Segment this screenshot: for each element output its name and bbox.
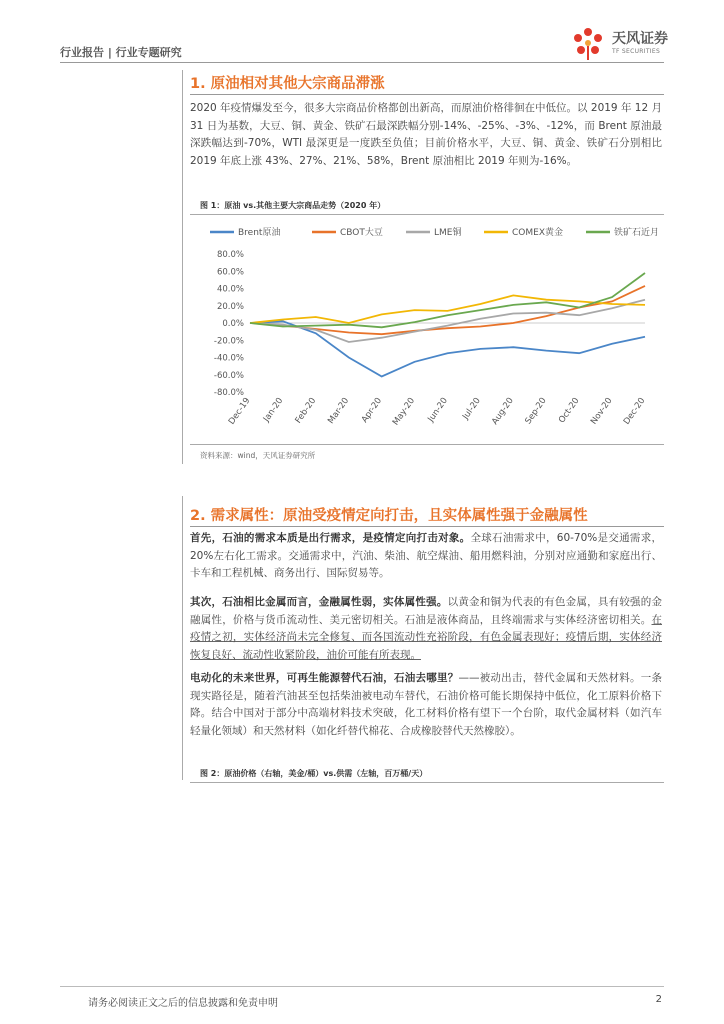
p2-underlined: 在疫情之初，实体经济尚未完全修复、而各国流动性充裕阶段，有色金属表现好；疫情后期，实体经济恢复良好、流动性收紧阶段，油价可能有所表现。 bbox=[190, 613, 662, 661]
p3-lead: 电动化的未来世界，可再生能源替代石油，石油去哪里？ bbox=[190, 672, 459, 684]
x-tick-label: Jul-20 bbox=[460, 395, 483, 422]
footer-disclaimer: 请务必阅读正文之后的信息披露和免责申明 bbox=[88, 998, 278, 1009]
x-tick-label: Feb-20 bbox=[293, 395, 319, 426]
x-tick-label: Dec-20 bbox=[621, 395, 648, 427]
legend-label: COMEX黄金 bbox=[512, 228, 563, 238]
x-tick-label: Nov-20 bbox=[588, 395, 615, 427]
x-tick-label: Jun-20 bbox=[426, 395, 450, 424]
section2-paragraph-1 bbox=[190, 530, 662, 583]
y-tick-label: 40.0% bbox=[216, 284, 244, 295]
x-tick-label: Mar-20 bbox=[326, 395, 352, 426]
p2-body: 以黄金和铜为代表的有色金属，具有较强的金融属性，价格与货币流动性、美元密切相关。石油是液体商品，且终端需求与实体经济密切相关。 bbox=[190, 596, 663, 626]
legend-label: Brent原油 bbox=[238, 228, 281, 238]
y-tick-label: 0.0% bbox=[222, 319, 244, 329]
figure1-caption: 图 1：原油 vs.其他主要大宗商品走势（2020 年） bbox=[200, 201, 386, 210]
x-tick-label: Aug-20 bbox=[490, 395, 516, 427]
y-tick-label: 80.0% bbox=[216, 250, 244, 260]
x-tick-label: Sep-20 bbox=[523, 395, 549, 427]
y-tick-label: -80.0% bbox=[213, 388, 244, 398]
report-category: 行业报告 | 行业专题研究 bbox=[60, 46, 182, 59]
legend-label: LME铜 bbox=[434, 228, 462, 238]
y-tick-label: 60.0% bbox=[216, 267, 244, 278]
left-rule-2 bbox=[182, 496, 183, 780]
p3-body: ——被动出击，替代金属和天然材料。一条现实路径是，随着汽油甚至包括柴油被电动车替代，石油价格可能长期保持中低位，化工原料价格下降。结合中国对于部分中高端材料技术突破，化工材料价格有望下一个台阶，取代金属材料（如汽车轻量化领域）和天然材料（如化纤替代棉花、合成橡胶替代天然橡胶）。 bbox=[190, 672, 663, 737]
legend-label: CBOT大豆 bbox=[340, 228, 383, 238]
figure1-source: 资料来源：wind，天风证券研究所 bbox=[200, 451, 316, 460]
series-line bbox=[250, 295, 645, 323]
commodity-line-chart bbox=[200, 218, 662, 438]
footer-divider bbox=[60, 986, 664, 987]
figure2-caption: 图 2：原油价格（右轴，美金/桶）vs.供需（左轴，百万桶/天） bbox=[200, 769, 428, 778]
figure1-caption-rule bbox=[190, 214, 664, 215]
left-rule bbox=[182, 70, 183, 464]
x-tick-label: Dec-19 bbox=[226, 395, 253, 427]
figure1-bottom-rule bbox=[190, 444, 664, 445]
logo-text: 天风证券 bbox=[612, 31, 668, 47]
section2-paragraph-2 bbox=[190, 594, 662, 664]
y-tick-label: -40.0% bbox=[213, 353, 244, 364]
x-tick-label: May-20 bbox=[390, 395, 418, 428]
section2-divider bbox=[190, 526, 664, 527]
p1-lead: 首先，石油的需求本质是出行需求，是疫情定向打击对象。 bbox=[190, 532, 471, 544]
x-tick-label: Apr-20 bbox=[359, 395, 385, 425]
legend-label: 铁矿石近月 bbox=[614, 228, 660, 238]
page-number: 2 bbox=[655, 994, 662, 1005]
section1-divider bbox=[190, 94, 664, 95]
section1-paragraph: 2020 年疫情爆发至今，很多大宗商品价格都创出新高，而原油价格徘徊在中低位。以 2019 年 12 月 31 日为基数，大豆、铜、黄金、铁矿石最深跌幅分别-14%、-25%、-3%、-12%，而 Brent 原油最深跌幅达到-70%，WTI 最深更是一度跌至负值；目前价格水平，大豆、铜、黄金、铁矿石分别相比 2019 年底上涨 43%、27%、21%、58%，Brent 原油相比 2019 年则为-16%。 bbox=[190, 102, 662, 167]
logo-flower-icon bbox=[568, 24, 608, 62]
figure2-caption-rule bbox=[190, 782, 664, 783]
logo-subtext: TF SECURITIES bbox=[612, 48, 661, 55]
y-tick-label: -60.0% bbox=[213, 370, 244, 381]
company-logo bbox=[568, 24, 678, 62]
section2-paragraph-3 bbox=[190, 670, 662, 740]
x-tick-label: Jan-20 bbox=[261, 395, 286, 424]
p1-body: 全球石油需求中，60-70%是交通需求，20%左右化工需求。交通需求中，汽油、柴油、航空煤油、船用燃料油，分别对应通勤和家庭出行、卡车和工程机械、商务出行、国际贸易等。 bbox=[190, 532, 662, 579]
header-divider bbox=[60, 62, 664, 63]
y-tick-label: -20.0% bbox=[213, 336, 244, 347]
section1-title: 1. 原油相对其他大宗商品滞涨 bbox=[190, 76, 385, 92]
p2-lead: 其次，石油相比金属而言，金融属性弱，实体属性强。 bbox=[190, 596, 448, 608]
x-tick-label: Oct-20 bbox=[557, 395, 582, 426]
y-tick-label: 20.0% bbox=[216, 301, 244, 312]
section2-title: 2. 需求属性：原油受疫情定向打击，且实体属性强于金融属性 bbox=[190, 508, 588, 524]
series-line bbox=[250, 273, 645, 327]
